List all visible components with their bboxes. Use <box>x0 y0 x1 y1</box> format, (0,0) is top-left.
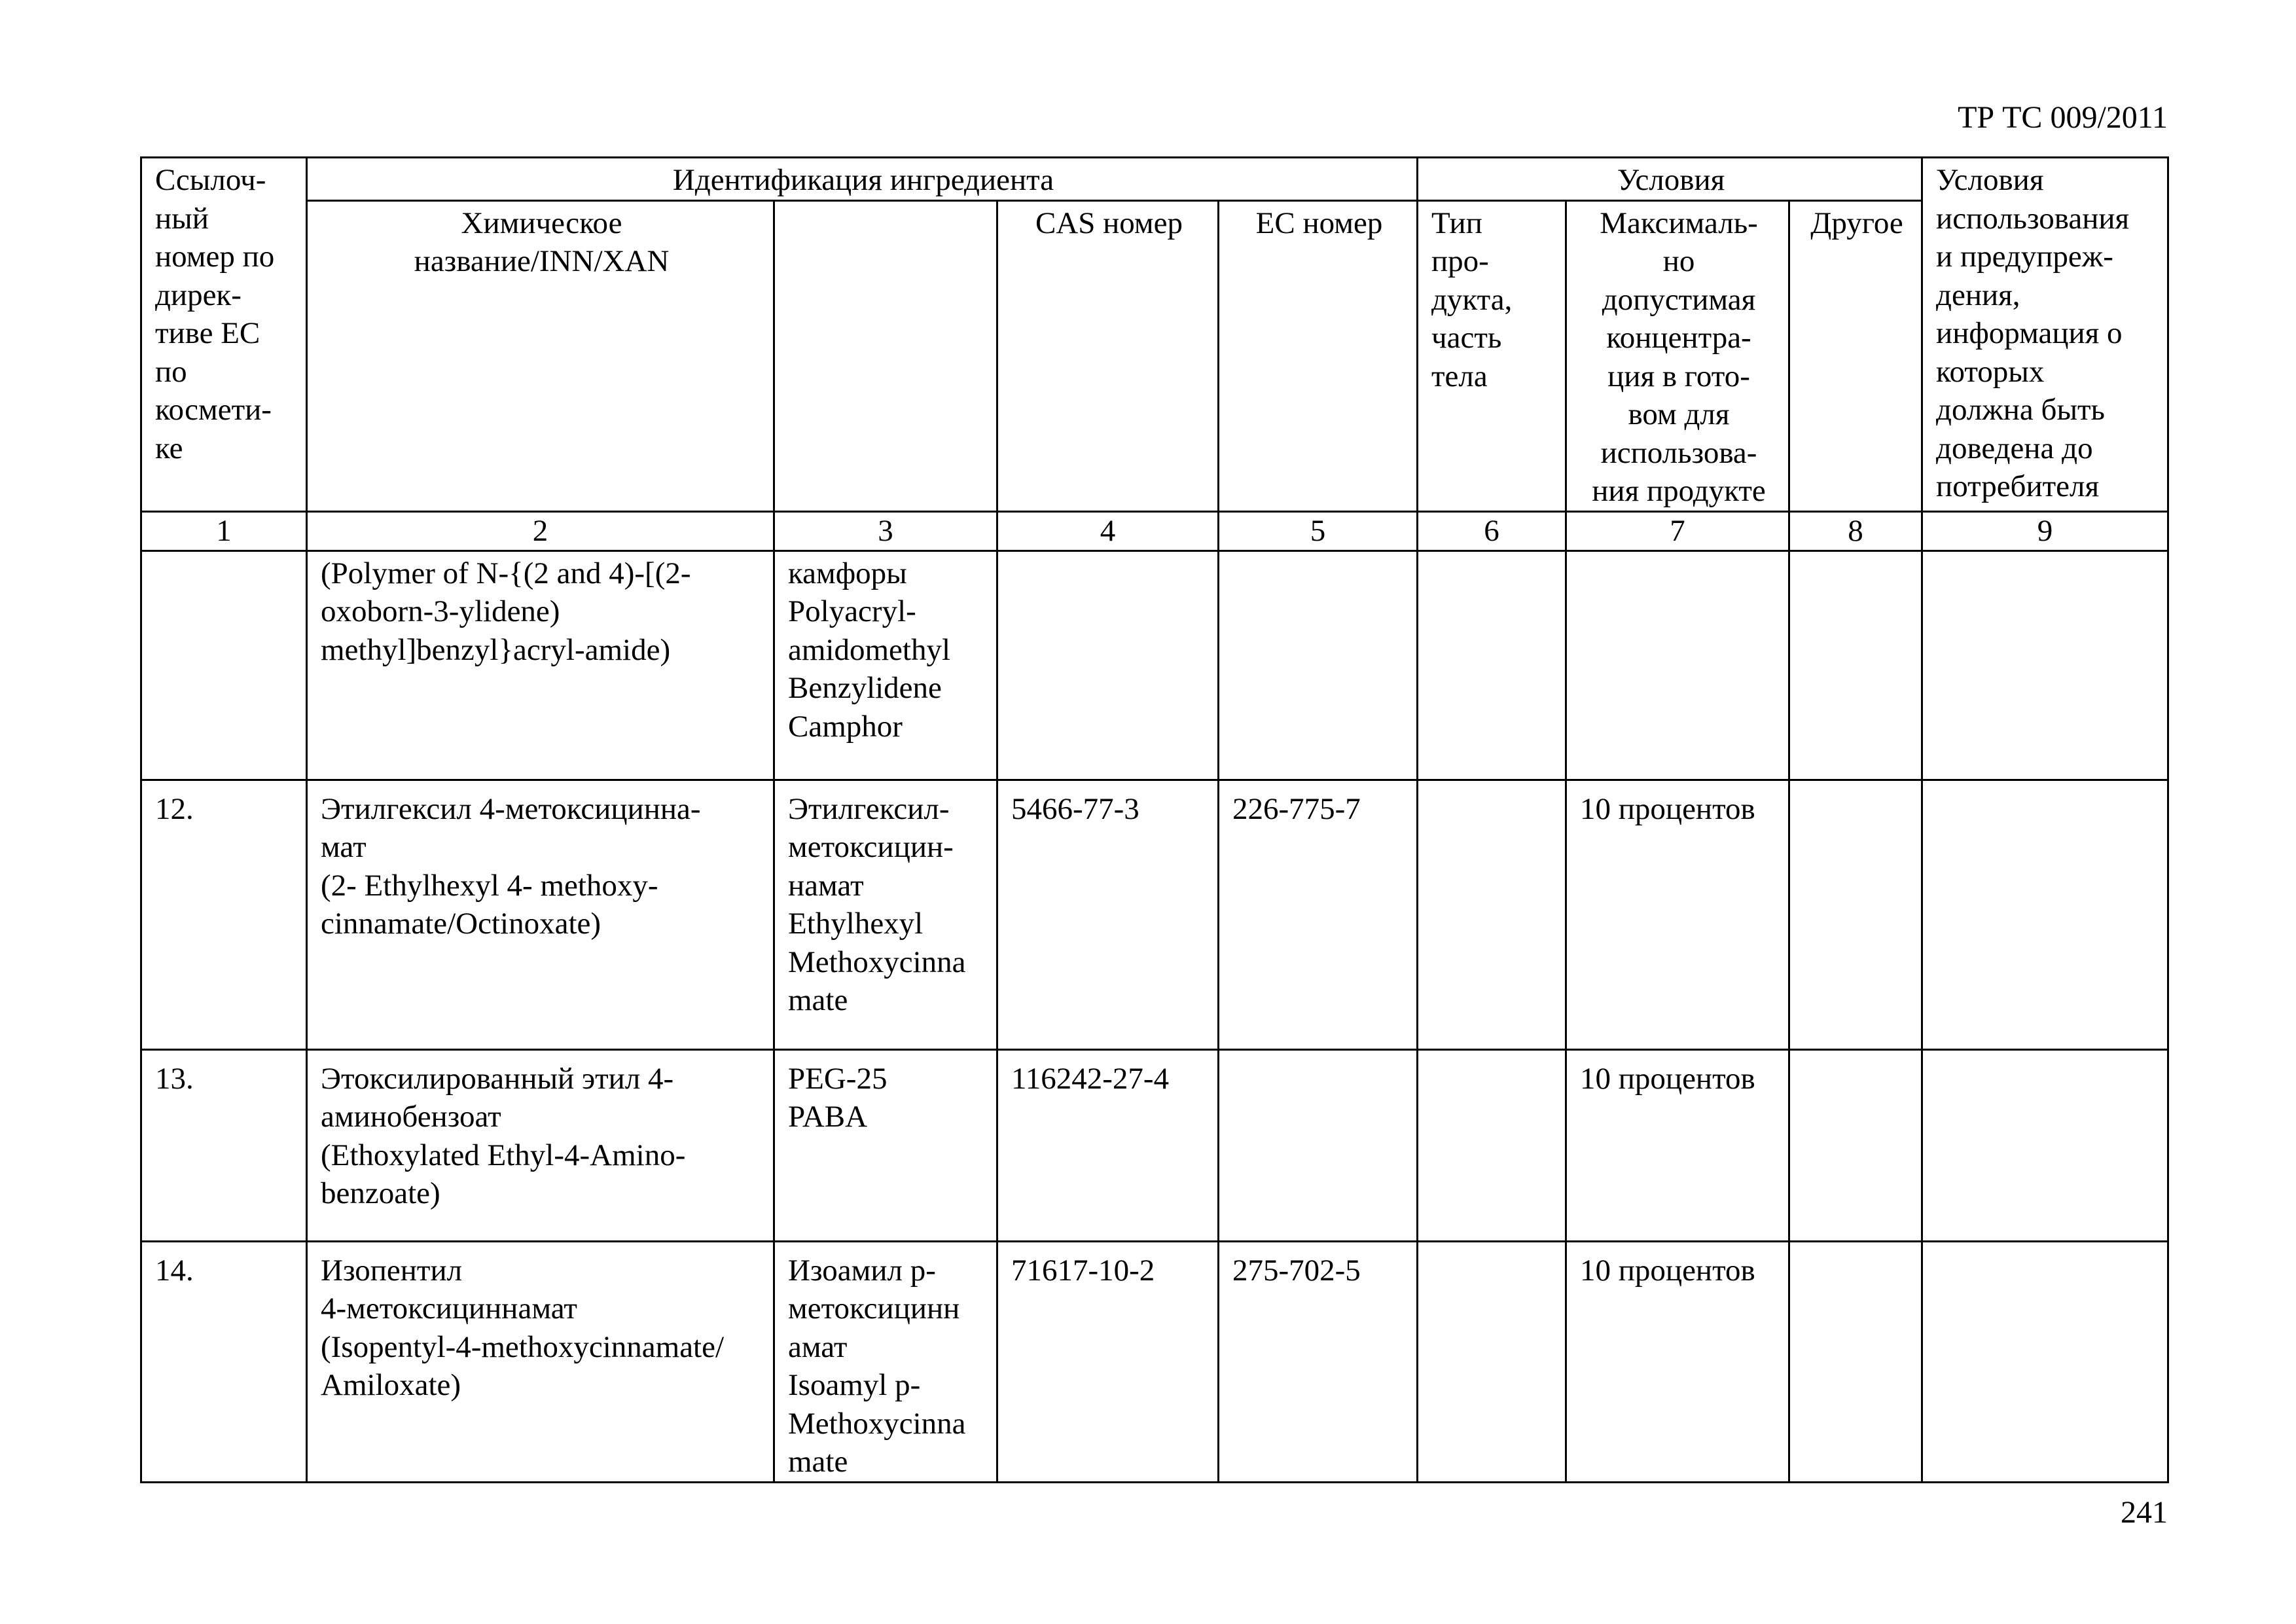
document-code: ТР ТС 009/2011 <box>1958 100 2168 135</box>
cell-conditions <box>1922 1241 2168 1482</box>
cell-ref: 14. <box>141 1241 307 1482</box>
table-row <box>141 1049 2168 1241</box>
cell-product-type <box>1418 1241 1566 1482</box>
cell-max-concentration: 10 процентов <box>1566 1049 1789 1241</box>
cell-ec: 275-702-5 <box>1219 1241 1418 1482</box>
cell-cas: 116242-27-4 <box>997 1049 1219 1241</box>
header-conditions: Условия <box>1418 158 1922 201</box>
header-max-concentration: Максималь- но допустимая концентра- ция в гото- вом для использова- ния продукте <box>1566 200 1789 511</box>
header-cas-number: CAS номер <box>997 200 1219 511</box>
table-row <box>141 550 2168 780</box>
table-row <box>141 780 2168 1049</box>
cell-ingredient-name: Этилгексил- метоксицин- намат Ethylhexyl Methoxycinna mate <box>774 780 997 1049</box>
cell-other <box>1789 550 1922 780</box>
column-number: 2 <box>307 511 774 550</box>
cell-max-concentration <box>1566 550 1789 780</box>
cell-product-type <box>1418 780 1566 1049</box>
page-number: 241 <box>2121 1495 2168 1530</box>
cell-conditions <box>1922 550 2168 780</box>
cell-product-type <box>1418 1049 1566 1241</box>
header-usage-warnings: Условия использования и предупреж- дения, информация о которых должна быть доведена до потребителя <box>1922 158 2168 512</box>
cell-ec <box>1219 1049 1418 1241</box>
column-number: 1 <box>141 511 307 550</box>
column-number: 6 <box>1418 511 1566 550</box>
cell-max-concentration: 10 процентов <box>1566 780 1789 1049</box>
cell-ref: 12. <box>141 780 307 1049</box>
column-number: 5 <box>1219 511 1418 550</box>
cell-max-concentration: 10 процентов <box>1566 1241 1789 1482</box>
header-blank-name <box>774 200 997 511</box>
cell-cas <box>997 550 1219 780</box>
cell-ec <box>1219 550 1418 780</box>
column-number: 4 <box>997 511 1219 550</box>
header-row-sub <box>141 200 2168 511</box>
column-number: 3 <box>774 511 997 550</box>
cell-ingredient-name: PEG-25 PABA <box>774 1049 997 1241</box>
header-row-top <box>141 158 2168 201</box>
header-product-type: Тип про- дукта, часть тела <box>1418 200 1566 511</box>
cell-chemical-name: Этоксилированный этил 4- аминобензоат (Ethoxylated Ethyl-4-Amino- benzoate) <box>307 1049 774 1241</box>
cell-chemical-name: (Polymer of N-{(2 and 4)-[(2- oxoborn-3-ylidene) methyl]benzyl}acryl-amide) <box>307 550 774 780</box>
table-row <box>141 1241 2168 1482</box>
header-ingredient-identification: Идентификация ингредиента <box>307 158 1418 201</box>
cell-other <box>1789 780 1922 1049</box>
cell-other <box>1789 1241 1922 1482</box>
header-other: Другое <box>1789 200 1922 511</box>
column-number: 8 <box>1789 511 1922 550</box>
header-chemical-name: Химическое название/INN/XAN <box>307 200 774 511</box>
column-numbers-row <box>141 511 2168 550</box>
cell-ingredient-name: Изоамил p- метоксицинн амат Isoamyl p- Methoxycinna mate <box>774 1241 997 1482</box>
header-ec-number: ЕС номер <box>1219 200 1418 511</box>
cell-chemical-name: Изопентил 4-метоксициннамат (Isopentyl-4-methoxycinnamate/ Amiloxate) <box>307 1241 774 1482</box>
cell-ec: 226-775-7 <box>1219 780 1418 1049</box>
cell-ref: 13. <box>141 1049 307 1241</box>
cell-conditions <box>1922 780 2168 1049</box>
cell-cas: 71617-10-2 <box>997 1241 1219 1482</box>
cell-ingredient-name: камфоры Polyacryl- amidomethyl Benzylidene Camphor <box>774 550 997 780</box>
header-ref-number: Ссылоч- ный номер по дирек- тиве ЕС по космети- ке <box>141 158 307 512</box>
cell-conditions <box>1922 1049 2168 1241</box>
cell-product-type <box>1418 550 1566 780</box>
cell-ref <box>141 550 307 780</box>
cell-other <box>1789 1049 1922 1241</box>
column-number: 9 <box>1922 511 2168 550</box>
cell-cas: 5466-77-3 <box>997 780 1219 1049</box>
ingredients-table <box>140 156 2169 1483</box>
column-number: 7 <box>1566 511 1789 550</box>
cell-chemical-name: Этилгексил 4-метоксициннa- мат (2- Ethylhexyl 4- methoxy- cinnamate/Octinoxate) <box>307 780 774 1049</box>
